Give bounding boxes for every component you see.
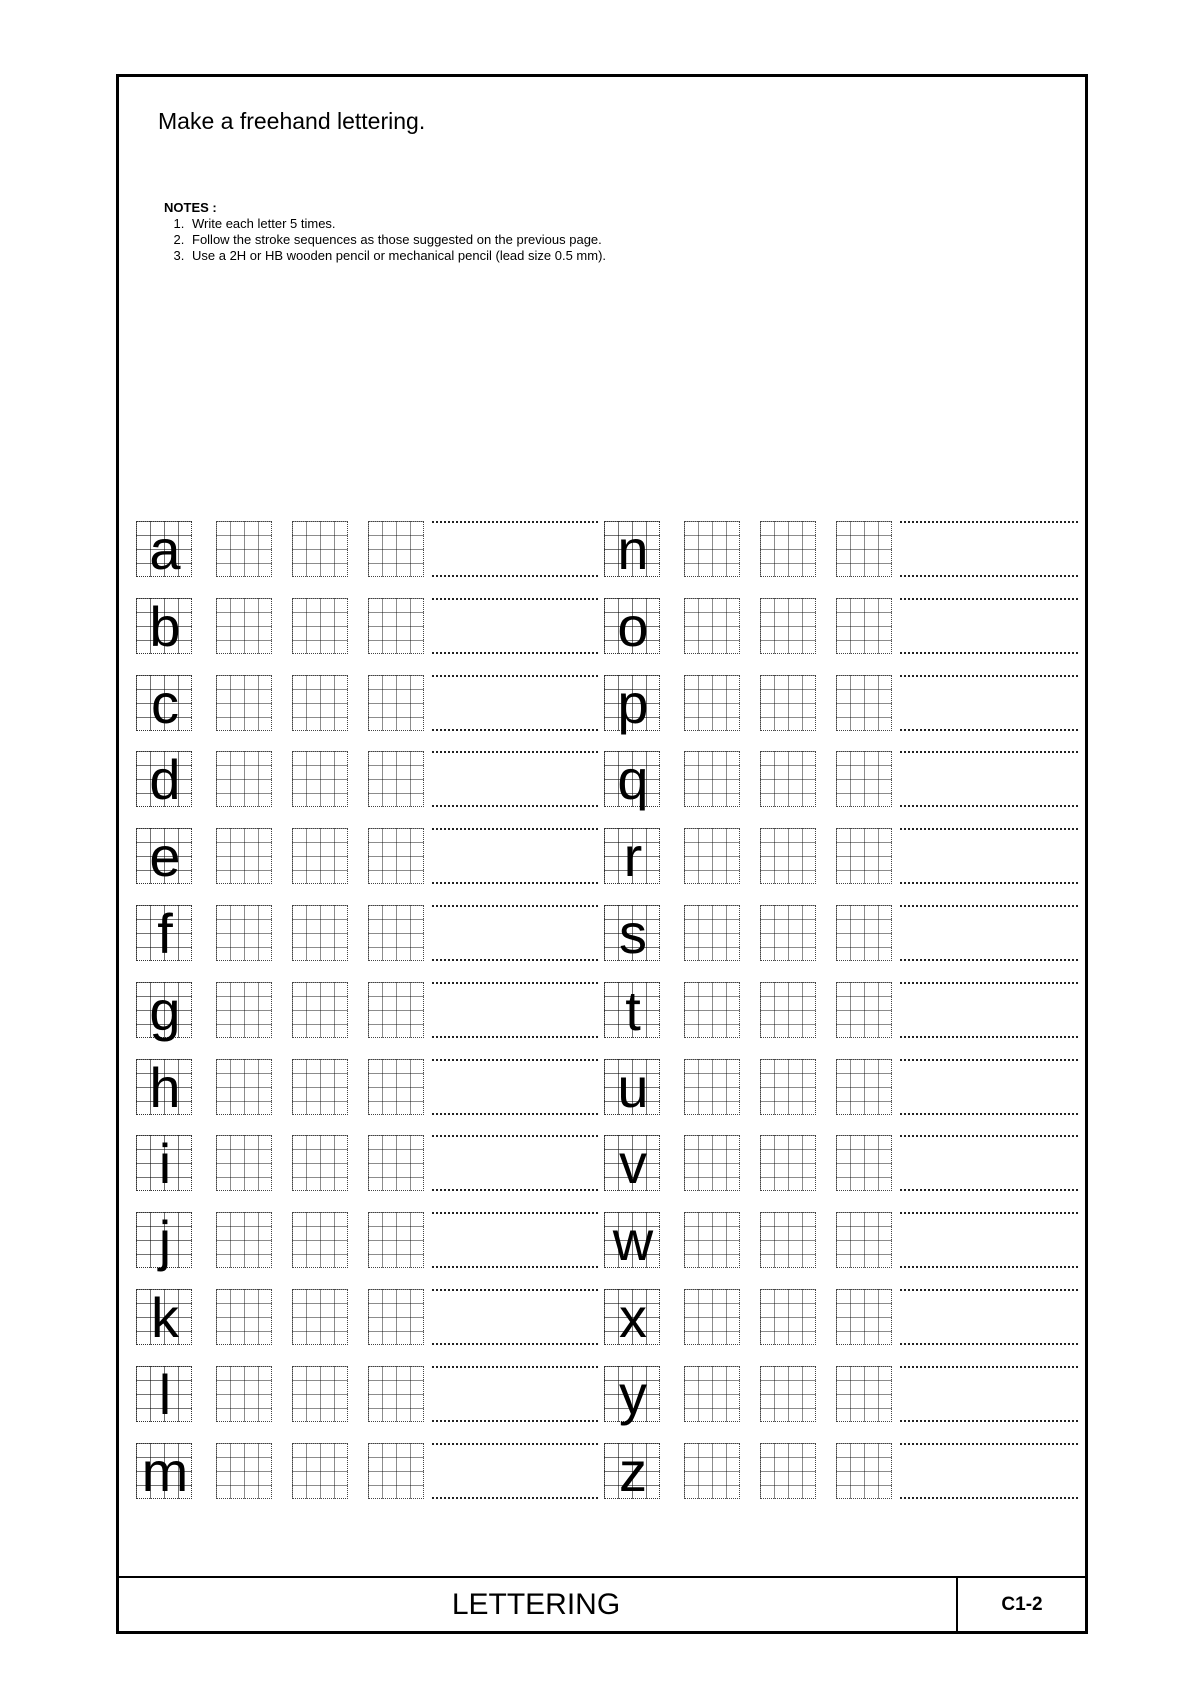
practice-guide-box — [836, 1212, 892, 1268]
practice-guide-box — [684, 982, 740, 1038]
practice-guide-box — [760, 828, 816, 884]
practice-guide-box — [292, 1366, 348, 1422]
dotted-writing-line — [900, 652, 1078, 654]
dotted-writing-line — [900, 729, 1078, 731]
dotted-writing-line — [900, 1443, 1078, 1445]
practice-guide-box — [760, 1443, 816, 1499]
practice-guide-box — [216, 982, 272, 1038]
dotted-writing-line — [900, 1036, 1078, 1038]
practice-guide-box — [684, 905, 740, 961]
model-letter: x — [619, 1286, 647, 1349]
practice-guide-box — [836, 828, 892, 884]
practice-guide-box — [216, 1366, 272, 1422]
dotted-writing-line — [432, 1497, 598, 1499]
dotted-writing-line — [432, 1189, 598, 1191]
dotted-writing-line — [900, 1289, 1078, 1291]
dotted-writing-line — [432, 598, 598, 600]
practice-guide-box — [292, 905, 348, 961]
practice-guide-box — [684, 828, 740, 884]
practice-guide-box — [684, 675, 740, 731]
model-letter-cell — [136, 1286, 192, 1349]
model-letter: r — [623, 825, 643, 888]
practice-guide-box — [836, 1059, 892, 1115]
practice-guide-box — [836, 598, 892, 654]
model-letter-cell — [136, 1209, 192, 1272]
model-letter-cell — [136, 1440, 192, 1503]
practice-guide-box — [368, 1059, 424, 1115]
model-letter-cell — [604, 1209, 660, 1272]
model-letter-cell — [604, 979, 660, 1042]
model-letter-cell — [604, 595, 660, 658]
model-letter: j — [158, 1209, 172, 1272]
dotted-writing-line — [900, 1266, 1078, 1268]
practice-guide-box — [836, 1135, 892, 1191]
dotted-writing-line — [900, 905, 1078, 907]
practice-guide-box — [368, 751, 424, 807]
practice-guide-box — [368, 1289, 424, 1345]
practice-guide-box — [216, 751, 272, 807]
model-letter: f — [157, 902, 173, 965]
practice-guide-box — [836, 905, 892, 961]
model-letter-cell — [604, 1132, 660, 1195]
practice-guide-box — [368, 598, 424, 654]
model-letter: b — [149, 595, 181, 658]
dotted-writing-line — [432, 1289, 598, 1291]
model-letter: o — [617, 595, 649, 658]
practice-guide-box — [760, 1212, 816, 1268]
practice-guide-box — [760, 905, 816, 961]
dotted-writing-line — [432, 1366, 598, 1368]
practice-guide-box — [292, 521, 348, 577]
practice-guide-box — [368, 1135, 424, 1191]
dotted-writing-line — [900, 1497, 1078, 1499]
page-title: Make a freehand lettering. — [158, 108, 426, 134]
note-item: 3. Use a 2H or HB wooden pencil or mechanical pencil (lead size 0.5 mm). — [188, 248, 606, 264]
practice-guide-box — [368, 1443, 424, 1499]
dotted-writing-line — [432, 1420, 598, 1422]
practice-guide-box — [760, 521, 816, 577]
practice-guide-box — [836, 1443, 892, 1499]
sheet-code: C1-2 — [1001, 1594, 1043, 1615]
dotted-writing-line — [432, 905, 598, 907]
practice-guide-box — [836, 1289, 892, 1345]
practice-guide-box — [368, 1212, 424, 1268]
practice-guide-box — [216, 598, 272, 654]
dotted-writing-line — [900, 1189, 1078, 1191]
model-letter: n — [617, 518, 649, 581]
model-letter-cell — [604, 518, 660, 581]
dotted-writing-line — [432, 805, 598, 807]
model-letter-cell — [136, 1132, 192, 1195]
model-letter-cell — [136, 518, 192, 581]
practice-guide-box — [684, 1059, 740, 1115]
dotted-writing-line — [900, 1343, 1078, 1345]
dotted-writing-line — [900, 805, 1078, 807]
model-letter-cell — [604, 902, 660, 965]
practice-guide-box — [684, 1289, 740, 1345]
dotted-writing-line — [900, 882, 1078, 884]
dotted-writing-line — [432, 1059, 598, 1061]
dotted-writing-line — [900, 575, 1078, 577]
practice-guide-box — [760, 598, 816, 654]
practice-guide-box — [216, 675, 272, 731]
dotted-writing-line — [432, 959, 598, 961]
model-letter-cell — [136, 748, 192, 811]
practice-guide-box — [368, 1366, 424, 1422]
dotted-writing-line — [432, 1266, 598, 1268]
practice-guide-box — [216, 1443, 272, 1499]
model-letter: h — [149, 1056, 181, 1119]
dotted-writing-line — [900, 1113, 1078, 1115]
practice-guide-box — [836, 521, 892, 577]
model-letter-cell — [136, 825, 192, 888]
practice-guide-box — [684, 1366, 740, 1422]
model-letter-cell — [604, 1056, 660, 1119]
practice-guide-box — [760, 982, 816, 1038]
model-letter-cell — [604, 1440, 660, 1503]
model-letter: s — [619, 902, 647, 965]
dotted-writing-line — [900, 521, 1078, 523]
practice-guide-box — [292, 828, 348, 884]
notes-heading: NOTES : — [164, 200, 217, 215]
practice-guide-box — [292, 751, 348, 807]
dotted-writing-line — [432, 521, 598, 523]
note-item: 1. Write each letter 5 times. — [188, 216, 606, 232]
dotted-writing-line — [900, 1135, 1078, 1137]
practice-guide-box — [292, 675, 348, 731]
dotted-writing-line — [900, 1366, 1078, 1368]
dotted-writing-line — [900, 1420, 1078, 1422]
practice-guide-box — [368, 905, 424, 961]
dotted-writing-line — [432, 1036, 598, 1038]
practice-guide-box — [684, 598, 740, 654]
model-letter-cell — [604, 672, 660, 735]
model-letter: l — [158, 1363, 172, 1426]
practice-guide-box — [684, 1212, 740, 1268]
model-letter-cell — [136, 1363, 192, 1426]
practice-guide-box — [216, 905, 272, 961]
model-letter: g — [149, 979, 181, 1042]
model-letter: v — [619, 1132, 647, 1195]
practice-guide-box — [760, 1289, 816, 1345]
dotted-writing-line — [900, 982, 1078, 984]
model-letter: q — [617, 748, 649, 811]
dotted-writing-line — [900, 598, 1078, 600]
dotted-writing-line — [432, 1443, 598, 1445]
practice-guide-box — [292, 1135, 348, 1191]
practice-guide-box — [216, 1289, 272, 1345]
dotted-writing-line — [432, 1343, 598, 1345]
practice-guide-box — [368, 828, 424, 884]
model-letter-cell — [604, 1363, 660, 1426]
practice-guide-box — [368, 982, 424, 1038]
practice-guide-box — [292, 1289, 348, 1345]
dotted-writing-line — [432, 751, 598, 753]
practice-guide-box — [684, 751, 740, 807]
practice-guide-box — [760, 675, 816, 731]
model-letter-cell — [604, 825, 660, 888]
practice-guide-box — [216, 828, 272, 884]
practice-guide-box — [216, 1135, 272, 1191]
practice-guide-box — [760, 1135, 816, 1191]
practice-guide-box — [760, 1366, 816, 1422]
dotted-writing-line — [432, 575, 598, 577]
practice-guide-box — [292, 982, 348, 1038]
note-item: 2. Follow the stroke sequences as those suggested on the previous page. — [188, 232, 606, 248]
dotted-writing-line — [900, 675, 1078, 677]
dotted-writing-line — [900, 1212, 1078, 1214]
practice-guide-box — [216, 1212, 272, 1268]
dotted-writing-line — [432, 1212, 598, 1214]
model-letter: d — [149, 748, 181, 811]
practice-guide-box — [292, 1212, 348, 1268]
model-letter: p — [617, 672, 649, 735]
model-letter-cell — [136, 902, 192, 965]
practice-guide-box — [760, 1059, 816, 1115]
dotted-writing-line — [900, 1059, 1078, 1061]
model-letter: z — [619, 1440, 647, 1503]
model-letter: m — [141, 1440, 189, 1503]
dotted-writing-line — [432, 652, 598, 654]
model-letter: e — [149, 825, 181, 888]
model-letter: t — [625, 979, 641, 1042]
practice-guide-box — [836, 1366, 892, 1422]
practice-guide-box — [368, 675, 424, 731]
dotted-writing-line — [900, 828, 1078, 830]
model-letter-cell — [136, 1056, 192, 1119]
dotted-writing-line — [432, 882, 598, 884]
model-letter-cell — [136, 979, 192, 1042]
practice-guide-box — [836, 982, 892, 1038]
dotted-writing-line — [900, 751, 1078, 753]
dotted-writing-line — [432, 729, 598, 731]
practice-guide-box — [216, 1059, 272, 1115]
dotted-writing-line — [432, 1113, 598, 1115]
model-letter: a — [149, 518, 181, 581]
model-letter-cell — [136, 595, 192, 658]
dotted-writing-line — [432, 675, 598, 677]
model-letter: i — [158, 1132, 172, 1195]
model-letter: w — [612, 1209, 654, 1272]
model-letter: c — [151, 672, 179, 735]
model-letter: y — [619, 1363, 647, 1426]
practice-guide-box — [684, 1443, 740, 1499]
practice-guide-box — [292, 598, 348, 654]
footer-title: LETTERING — [451, 1588, 621, 1621]
practice-guide-box — [836, 751, 892, 807]
model-letter-cell — [136, 672, 192, 735]
practice-guide-box — [216, 521, 272, 577]
practice-guide-box — [684, 521, 740, 577]
practice-guide-box — [292, 1059, 348, 1115]
dotted-writing-line — [432, 1135, 598, 1137]
model-letter-cell — [604, 748, 660, 811]
model-letter-cell — [604, 1286, 660, 1349]
practice-guide-box — [836, 675, 892, 731]
practice-guide-box — [368, 521, 424, 577]
dotted-writing-line — [432, 982, 598, 984]
dotted-writing-line — [432, 828, 598, 830]
practice-guide-box — [684, 1135, 740, 1191]
model-letter: k — [151, 1286, 179, 1349]
model-letter: u — [617, 1056, 649, 1119]
practice-guide-box — [292, 1443, 348, 1499]
practice-guide-box — [760, 751, 816, 807]
dotted-writing-line — [900, 959, 1078, 961]
